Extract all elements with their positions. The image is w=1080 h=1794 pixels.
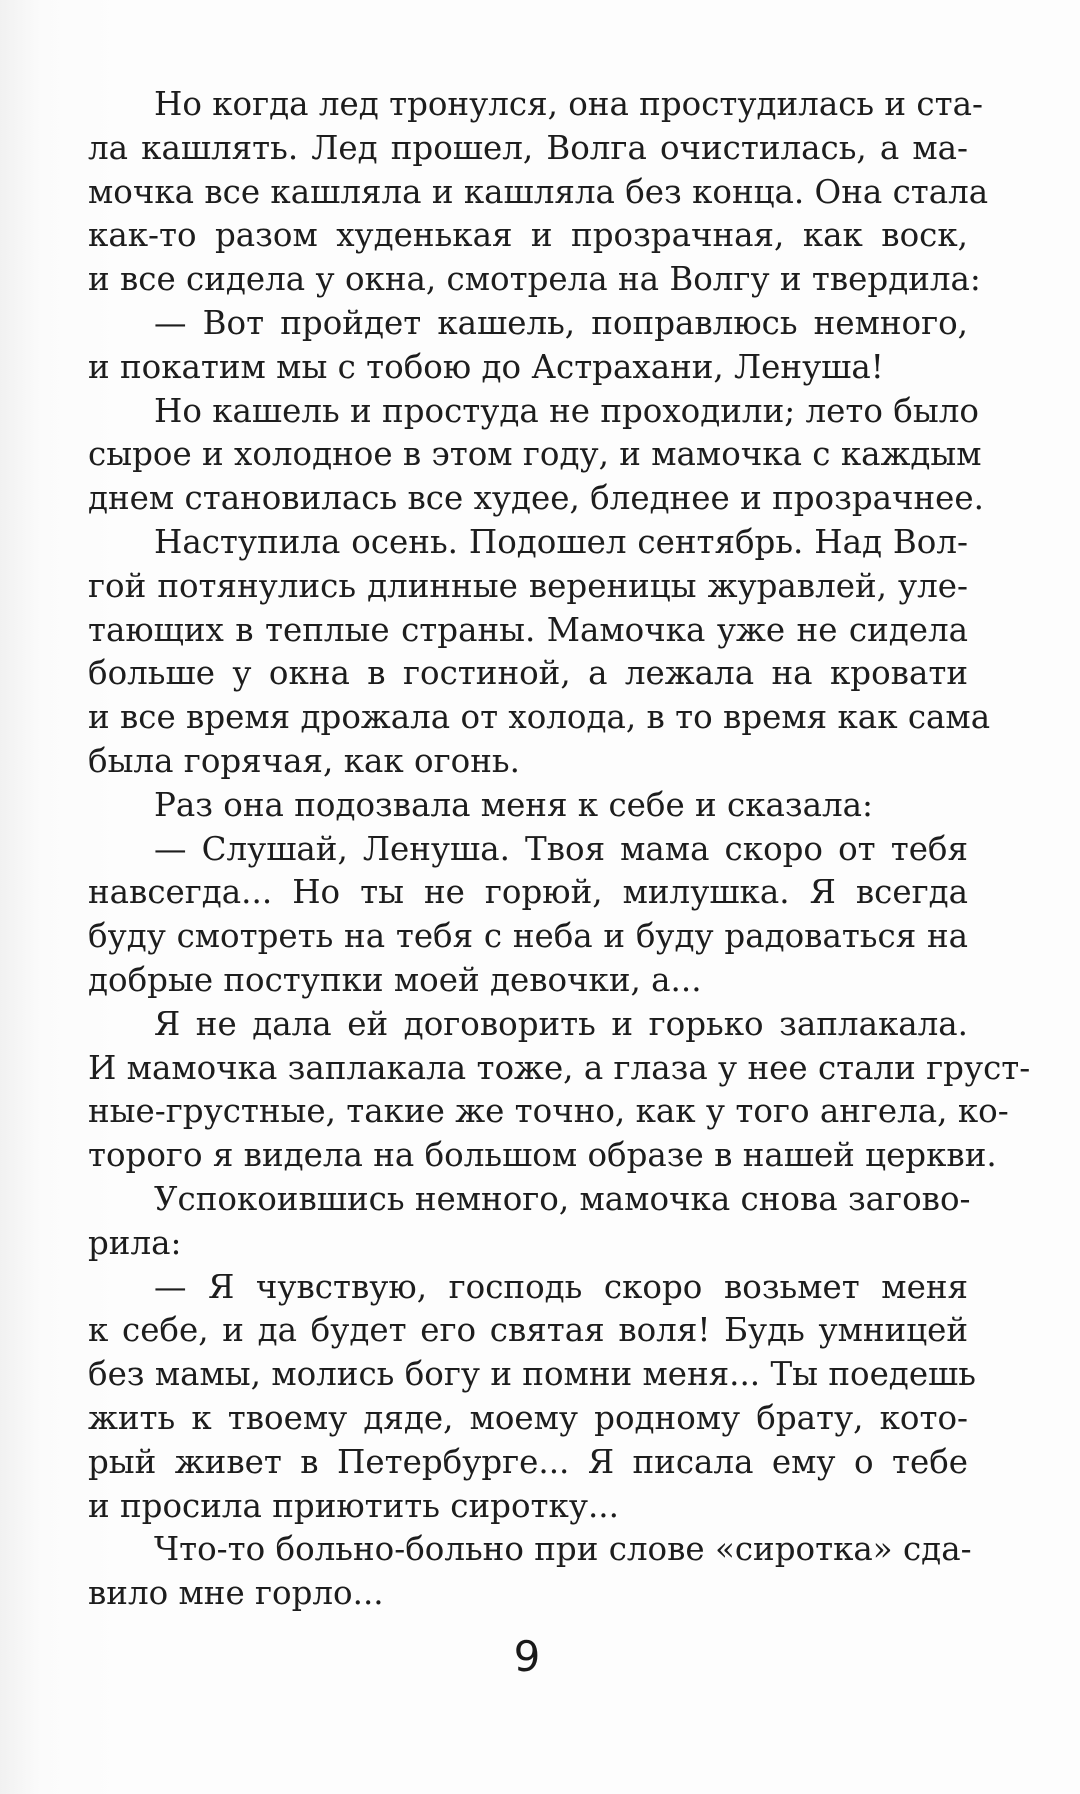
paragraph	[88, 784, 968, 828]
body-text	[88, 83, 1031, 1616]
text-line: мочка все кашляла и кашляла без конца. Она стала	[88, 172, 989, 211]
text-line: И мамочка заплакала тоже, а глаза у нее стали груст-	[88, 1048, 1031, 1087]
text-line: жить к твоему дяде, моему родному брату, кото-	[88, 1398, 968, 1437]
text-line: Успокоившись немного, мамочка снова загово-	[154, 1179, 971, 1218]
paragraph	[88, 83, 989, 302]
paragraph	[88, 828, 968, 1003]
text-line: навсегда... Но ты не горюй, милушка. Я всегда	[88, 873, 968, 912]
text-line: рила:	[88, 1223, 182, 1262]
page-number: 9	[513, 1632, 541, 1681]
text-line: гой потянулись длинные вереницы журавлей, уле-	[88, 566, 968, 605]
text-line: — Вот пройдет кашель, поправлюсь немного,	[154, 303, 968, 342]
text-line: добрые поступки моей девочки, а...	[88, 960, 702, 999]
text-line: буду смотреть на тебя с неба и буду радоваться на	[88, 917, 968, 956]
text-line: и просила приютить сиротку...	[88, 1486, 619, 1525]
text-line: Но кашель и простуда не проходили; лето было	[154, 391, 979, 430]
text-line: ные-грустные, такие же точно, как у того ангела, ко-	[88, 1092, 1009, 1131]
text-line: к себе, и да будет его святая воля! Будь умницей	[88, 1311, 968, 1350]
text-line: Наступила осень. Подошел сентябрь. Над Вол-	[154, 522, 968, 561]
text-line: вило мне горло...	[88, 1574, 384, 1613]
text-line: сырое и холодное в этом году, и мамочка с каждым	[88, 435, 982, 474]
text-line: днем становилась все худее, бледнее и прозрачнее.	[88, 479, 984, 518]
text-line: и все время дрожала от холода, в то время как сама	[88, 698, 991, 737]
text-line: — Я чувствую, господь скоро возьмет меня	[154, 1267, 968, 1306]
paragraph	[88, 302, 968, 390]
text-line: тающих в теплые страны. Мамочка уже не сидела	[88, 610, 968, 649]
paragraph	[88, 1003, 1031, 1178]
paragraph	[88, 1528, 972, 1616]
text-line: рый живет в Петербурге... Я писала ему о тебе	[88, 1442, 968, 1481]
paragraph	[88, 521, 991, 784]
text-line: Что-то больно-больно при слове «сиротка» сда-	[154, 1530, 972, 1569]
text-line: без мамы, молись богу и помни меня... Ты поедешь	[88, 1355, 976, 1394]
text-line: и покатим мы с тобою до Астрахани, Ленуша!	[88, 347, 884, 386]
text-line: Я не дала ей договорить и горько заплакала.	[154, 1004, 968, 1043]
paragraph	[88, 1266, 976, 1529]
paragraph	[88, 1178, 971, 1266]
text-line: была горячая, как огонь.	[88, 741, 520, 780]
text-line: и все сидела у окна, смотрела на Волгу и твердила:	[88, 260, 981, 299]
text-line: — Слушай, Ленуша. Твоя мама скоро от тебя	[154, 829, 968, 868]
text-line: Но когда лед тронулся, она простудилась и ста-	[154, 85, 983, 123]
paragraph	[88, 390, 984, 521]
text-line: торого я видела на большом образе в нашей церкви.	[88, 1136, 997, 1175]
text-line: больше у окна в гостиной, а лежала на кровати	[88, 654, 968, 693]
text-line: как-то разом худенькая и прозрачная, как воск,	[88, 216, 968, 255]
text-line: ла кашлять. Лед прошел, Волга очистилась, а ма-	[88, 128, 968, 167]
text-line: Раз она подозвала меня к себе и сказала:	[154, 785, 873, 824]
